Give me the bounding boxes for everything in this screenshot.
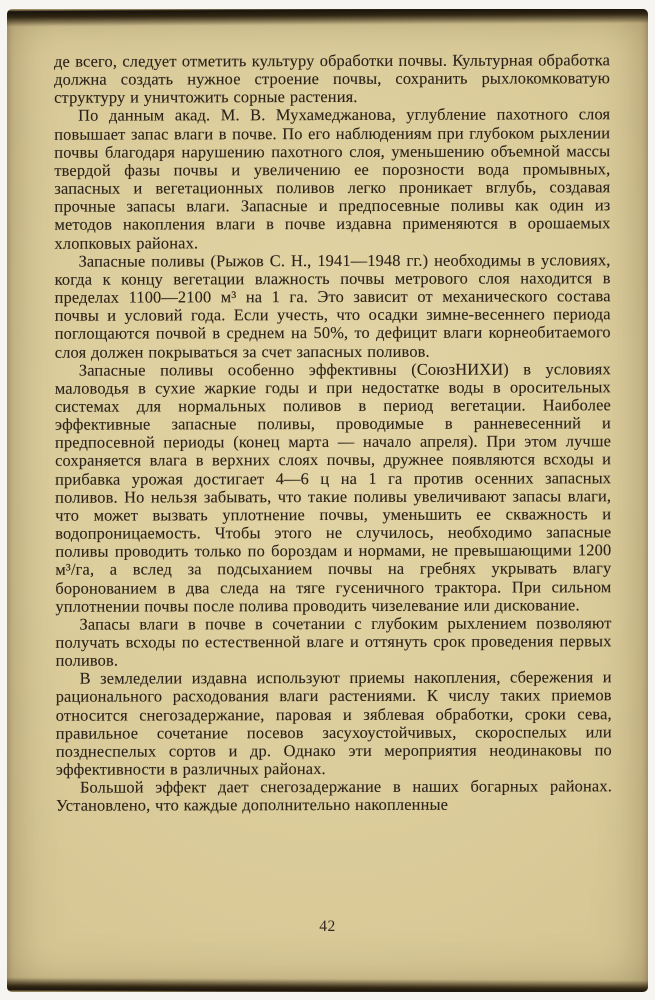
book-page <box>7 9 648 992</box>
page-text <box>54 51 612 815</box>
paragraph: Запасы влаги в почве в сочетании с глубоким рыхлением позволяют получать всходы по естественной влаге и оттянуть срок проведения первых поливов. <box>55 613 612 670</box>
paragraph: По данным акад. М. В. Мухамеджанова, углубление пахотного слоя повышает запас влаги в почве. По его наблюдениям при глубоком рыхлении почвы благодаря нарушению пахотного слоя, уменьшению объемной массы твердой фазы почвы и увеличению ее порозности вода промывных, запасных и вегетационных поливов легко проникает вглубь, создавая прочные запасы влаги. Запасные и предпосевные поливы как один из методов накопления влаги в почве издавна применяются в орошаемых хлопковых районах. <box>54 104 611 253</box>
scan-edge-bottom <box>7 978 648 992</box>
paragraph: де всего, следует отметить культуру обработки почвы. Культурная обработка должна создать нужное строение почвы, сохранить рыхлокомковатую структуру и уничтожить сорные растения. <box>54 50 611 108</box>
paragraph: Запасные поливы особенно эффективны (СоюзНИХИ) в условиях маловодья в сухие жаркие годы и при недостатке воды в оросительных системах для нормальных поливов в период вегетации. Наиболее эффективные запасные поливы, проводимые в ранневесенний и предпосевной периоды (конец марта — начало апреля). При этом лучше сохраняется влага в верхних слоях почвы, дружнее появляются всходы и прибавка урожая достигает 4—6 ц на 1 га против осенних запасных поливов. Но нельзя забывать, что такие поливы увеличивают запасы влаги, что может вызвать уплотнение почвы, уменьшить ее скважность и водопроницаемость. Чтобы этого не случилось, необходимо запасные поливы проводить только по бороздам и нормами, не превышающими 1200 м³/га, а вслед за подсыханием почвы на гребнях укрывать влагу боронованием в два следа на тяге гусеничного трактора. При сильном уплотнении почвы после полива проводить чизелевание или дискование. <box>54 358 612 616</box>
paragraph: В земледелии издавна используют приемы накопления, сбережения и рационального расходования влаги растениями. К числу таких приемов относится снегозадержание, паровая и зяблевая обработки, сроки сева, правильное сочетание посевов засухоустойчивых, скороспелых или позднеспелых сортов и др. Однако эти мероприятия неодинаковы по эффективности в различных районах. <box>55 667 612 779</box>
page-number: 42 <box>319 918 336 935</box>
scan-edge-top <box>7 9 648 27</box>
paragraph: Большой эффект дает снегозадержание в наших богарных районах. Установлено, что каждые дополнительно накопленные <box>55 776 612 816</box>
paragraph: Запасные поливы (Рыжов С. Н., 1941—1948 гг.) необходимы в условиях, когда к концу вегетации влажность почвы метрового слоя находится в пределах 1100—2100 м³ на 1 га. Это зависит от механического состава почвы и условий года. Если учесть, что осадки зимне-весеннего периода поглощаются почвой в среднем на 50%, то дефицит влаги корнеобитаемого слоя должен покрываться за счет запасных поливов. <box>54 249 611 362</box>
